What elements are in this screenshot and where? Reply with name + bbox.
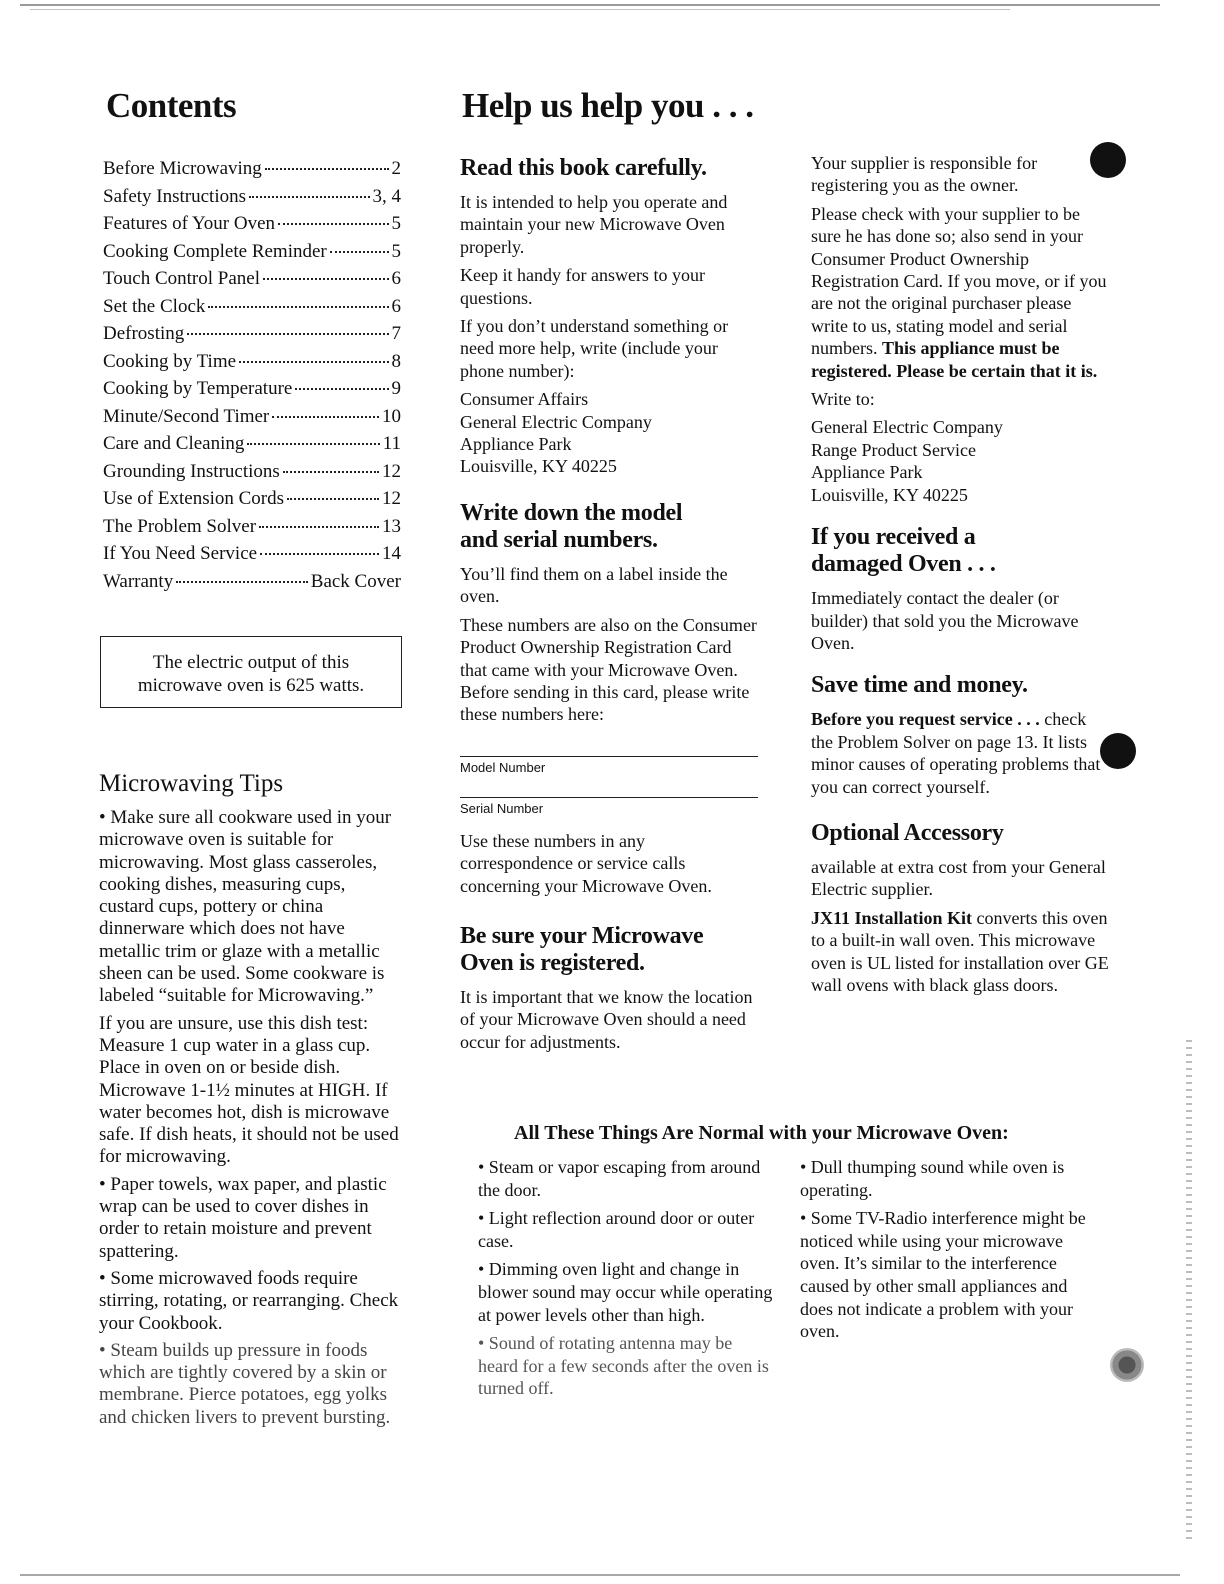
normal-item: • Sound of rotating antenna may be heard for a few seconds after the oven is turned off.	[478, 1333, 769, 1399]
leader-dots	[259, 526, 379, 528]
leader-dots	[272, 416, 379, 418]
write-to-label: Write to:	[811, 389, 875, 410]
model-paragraph-1: You’ll find them on a label inside the oven.	[460, 563, 728, 607]
tips-paragraph-3: • Paper towels, wax paper, and plastic wrap can be used to cover dishes in order to retain moisture and prevent spattering.	[99, 1173, 387, 1262]
contents-item	[103, 241, 401, 269]
contents-item-label: Grounding Instructions	[103, 460, 280, 482]
damaged-heading	[811, 524, 1111, 578]
leader-dots	[247, 443, 379, 445]
damaged-heading-line-1: If you received a	[811, 524, 976, 551]
contents-item-label: Warranty	[103, 570, 174, 592]
contents-item-label: Before Microwaving	[103, 158, 262, 179]
contents-item	[103, 296, 401, 324]
address-line: General Electric Company	[460, 411, 652, 432]
supplier-paragraph-2-text: Please check with your supplier to be sure he has done so; also send in your Consumer Product Ownership Registration Card. If you move, or if you are not the original purchaser please write to us, stating model and serial numbers.	[811, 203, 1107, 359]
contents-item-page: 10	[382, 405, 401, 427]
leader-dots	[278, 223, 388, 225]
tips-paragraph-1: • Make sure all cookware used in your microwave oven is suitable for microwaving. Most glass casseroles, cooking dishes, measuring cups, custard cups, pottery or china dinnerware which does not have metallic trim or glaze with a metallic sheen can be used. Some cookware is labeled “suitable for Microwaving.”	[99, 807, 392, 1007]
contents-item-page: 12	[382, 488, 401, 509]
tips-heading: Microwaving Tips	[99, 770, 284, 797]
normal-things-left	[478, 1156, 774, 1406]
note-line-1: The electric output of this	[152, 652, 350, 673]
bottom-scan-line	[20, 1574, 1180, 1576]
contents-item	[103, 378, 401, 406]
range-service-address	[811, 416, 1111, 506]
binder-hole-dot	[1090, 142, 1126, 178]
contents-item-page: 9	[391, 378, 401, 399]
contents-item	[103, 406, 401, 434]
model-heading-line-1: Write down the model	[460, 499, 683, 526]
leader-dots	[265, 168, 389, 170]
leader-dots	[287, 498, 379, 500]
top-scan-line	[20, 4, 1160, 6]
contents-item	[103, 543, 401, 571]
serial-number-label: Serial Number	[460, 800, 544, 816]
accessory-text: converts this oven to a built-in wall oven. This microwave oven is UL listed for installation over GE wall ovens with black glass doors.	[811, 907, 1109, 995]
contents-item-label: Care and Cleaning	[103, 433, 245, 454]
normal-item: • Dull thumping sound while oven is operating.	[800, 1157, 1065, 1200]
power-output-note	[100, 636, 402, 708]
model-number-line[interactable]	[460, 756, 758, 757]
contents-item-page: Back Cover	[310, 570, 401, 592]
contents-item	[103, 186, 401, 214]
contents-item	[103, 213, 401, 241]
tips-paragraph-4: • Some microwaved foods require stirring, rotating, or rearranging. Check your Cookbook.	[99, 1267, 399, 1334]
contents-item-label: Defrosting	[103, 323, 185, 344]
contents-item-label: The Problem Solver	[103, 515, 257, 537]
contents-item-label: Cooking by Time	[103, 350, 237, 372]
normal-things-right	[800, 1156, 1096, 1349]
leader-dots	[208, 306, 388, 308]
contents-item-page: 5	[391, 240, 401, 262]
contents-item-page: 12	[382, 460, 401, 482]
help-title: Help us help you . . .	[462, 86, 754, 125]
address-line: Appliance Park	[811, 462, 923, 483]
top-scan-line-2	[30, 9, 1010, 10]
address-line: General Electric Company	[811, 417, 1003, 438]
contents-item-label: Safety Instructions	[103, 185, 247, 207]
damaged-paragraph: Immediately contact the dealer (or builder) that sold you the Microwave Oven.	[811, 588, 1079, 653]
binder-hole-dot	[1110, 1348, 1144, 1382]
damaged-heading-line-2: damaged Oven . . .	[811, 551, 996, 578]
leader-dots	[239, 361, 388, 363]
contents-item-page: 14	[382, 543, 401, 564]
normal-item: • Dimming oven light and change in blower sound may occur while operating at power levels other than high.	[478, 1259, 773, 1325]
contents-item	[103, 433, 401, 461]
save-text: check the Problem Solver on page 13. It lists minor causes of operating problems that you can correct yourself.	[811, 709, 1101, 797]
model-number-label: Model Number	[460, 759, 546, 775]
read-paragraph-2: Keep it handy for answers to your questions.	[460, 265, 705, 308]
leader-dots	[263, 278, 389, 280]
normal-item: • Light reflection around door or outer case.	[478, 1208, 755, 1251]
serial-number-line[interactable]	[460, 797, 758, 798]
accessory-heading: Optional Accessory	[811, 819, 1004, 846]
contents-item-page: 5	[391, 213, 401, 234]
read-heading: Read this book carefully.	[460, 155, 707, 181]
contents-item-page: 13	[382, 515, 401, 537]
binder-hole-dot	[1100, 733, 1136, 769]
model-heading	[460, 500, 760, 554]
contents-item	[103, 516, 401, 544]
address-line: Appliance Park	[460, 434, 572, 455]
contents-item-label: Set the Clock	[103, 295, 206, 317]
normal-item: • Some TV-Radio interference might be noticed while using your microwave oven. It’s similar to the interference caused by other small appliances and does not indicate a problem with your oven.	[800, 1208, 1086, 1342]
note-line-2: microwave oven is 625 watts.	[137, 675, 365, 696]
save-paragraph	[811, 708, 1111, 798]
contents-item-page: 7	[391, 323, 401, 344]
model-paragraph-2: These numbers are also on the Consumer Product Ownership Registration Card that came with your Microwave Oven. Before sending in this card, please write these numbers here:	[460, 614, 757, 725]
save-heading: Save time and money.	[811, 672, 1028, 699]
leader-dots	[330, 251, 389, 253]
read-paragraph-1: It is intended to help you operate and maintain your new Microwave Oven properly.	[460, 192, 728, 257]
contents-item-label: Minute/Second Timer	[103, 405, 270, 427]
leader-dots	[176, 581, 308, 583]
contents-title: Contents	[106, 86, 237, 125]
address-line: Louisville, KY 40225	[460, 456, 617, 477]
contents-item-page: 3, 4	[372, 185, 401, 207]
contents-item-label: Features of Your Oven	[103, 213, 276, 234]
leader-dots	[187, 333, 388, 335]
registered-paragraph: It is important that we know the location of your Microwave Oven should a need occur for adjustments.	[460, 986, 753, 1052]
must-be-registered-note: This appliance must be registered. Please be certain that it is.	[811, 338, 1098, 381]
contents-item	[103, 571, 401, 599]
normal-things-heading: All These Things Are Normal with your Microwave Oven:	[514, 1122, 1009, 1144]
leader-dots	[249, 196, 369, 198]
accessory-paragraph-2	[811, 907, 1111, 997]
accessory-paragraph-1: available at extra cost from your General Electric supplier.	[811, 856, 1106, 900]
contents-item	[103, 488, 401, 516]
microwaving-tips	[99, 770, 405, 1434]
contents-list	[103, 158, 401, 598]
contents-item-label: Cooking by Temperature	[103, 378, 293, 399]
tips-paragraph-2: If you are unsure, use this dish test: Measure 1 cup water in a glass cup. Place in oven on or beside dish. Microwave 1-1½ minutes at HIGH. If water becomes hot, dish is microwave safe. If dish heats, it should not be used for microwaving.	[99, 1012, 399, 1168]
leader-dots	[283, 471, 379, 473]
installation-kit-name: JX11 Installation Kit	[811, 907, 973, 928]
address-line: Consumer Affairs	[460, 389, 589, 410]
contents-item-page: 2	[391, 158, 401, 179]
contents-item	[103, 158, 401, 186]
address-line: Range Product Service	[811, 439, 976, 460]
help-column-right	[811, 152, 1111, 1002]
contents-item-label: If You Need Service	[103, 543, 258, 564]
consumer-affairs-address	[460, 388, 760, 478]
read-paragraph-3: If you don’t understand something or need more help, write (include your phone number):	[460, 316, 729, 381]
contents-item-page: 6	[391, 295, 401, 317]
registered-heading-line-2: Oven is registered.	[460, 949, 645, 976]
contents-item-page: 11	[382, 433, 401, 454]
contents-item-label: Cooking Complete Reminder	[103, 240, 327, 262]
model-paragraph-3: Use these numbers in any correspondence or service calls concerning your Microwave Oven.	[460, 830, 712, 896]
address-line: Louisville, KY 40225	[811, 484, 968, 505]
contents-item-page: 8	[391, 350, 401, 372]
contents-item-page: 6	[391, 268, 401, 289]
right-edge-artifact	[1186, 1040, 1192, 1540]
contents-item	[103, 268, 401, 296]
contents-item-label: Touch Control Panel	[103, 268, 260, 289]
contents-item	[103, 351, 401, 379]
tips-paragraph-5: • Steam builds up pressure in foods which are tightly covered by a skin or membrane. Pierce potatoes, egg yolks and chicken livers to prevent bursting.	[99, 1339, 391, 1428]
normal-item: • Steam or vapor escaping from around the door.	[478, 1157, 761, 1200]
registered-heading	[460, 923, 760, 977]
leader-dots	[260, 553, 379, 555]
contents-item-label: Use of Extension Cords	[103, 488, 285, 509]
contents-item	[103, 461, 401, 489]
leader-dots	[295, 388, 388, 390]
contents-item	[103, 323, 401, 351]
model-heading-line-2: and serial numbers.	[460, 526, 658, 553]
help-column-middle	[460, 155, 760, 1059]
registered-heading-line-1: Be sure your Microwave	[460, 922, 704, 949]
supplier-paragraph-2	[811, 203, 1111, 382]
supplier-paragraph-1: Your supplier is responsible for registering you as the owner.	[811, 153, 1038, 196]
save-lead: Before you request service . . .	[811, 709, 1040, 730]
